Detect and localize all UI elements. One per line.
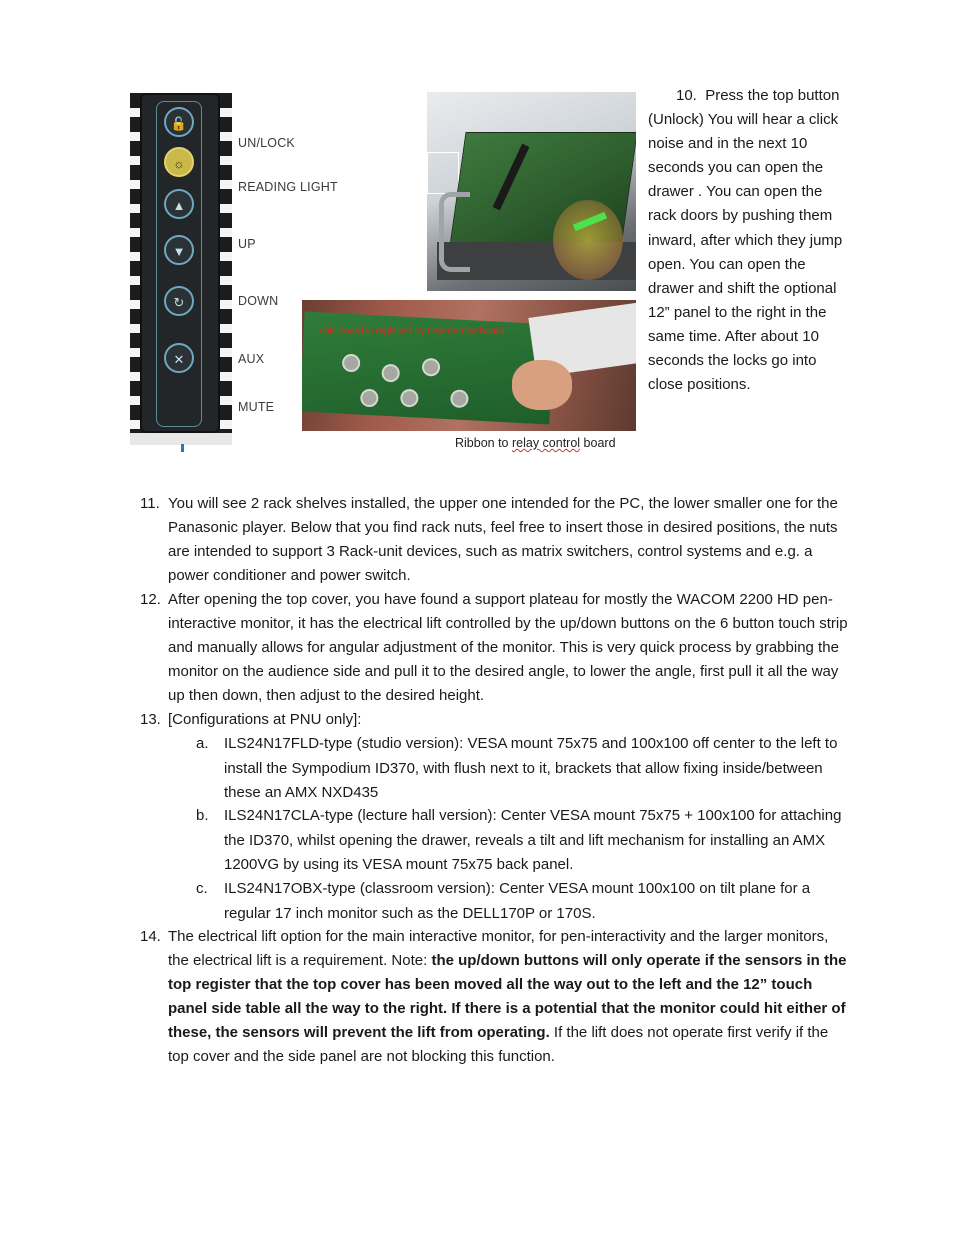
step-text-after: If the lift does not operate first verify if the top cover and the side panel are not blocking this function. [168,1024,829,1065]
label-up: UP [238,237,256,251]
label-unlock: UN/LOCK [238,136,295,150]
label-mute: MUTE [238,400,275,414]
step-number: 11. [140,495,160,512]
step-text: After opening the top cover, you have found a support plateau for mostly the WACOM 2200 HD pen-interactive monitor, it has the electrical lift controlled by the up/down buttons on the 6 button touch strip and manually allows for angular adjustment of the monitor. This is very quick process by grabbing the monitor on the audience side and pull it to the desired angle, to lower the angle, first pull it all the way up then down, then adjust to the desired height. [168,591,848,704]
mute-icon: ✕ [164,343,194,373]
unlock-icon: 🔓 [164,107,194,137]
label-down: DOWN [238,294,279,308]
substep-text: ILS24N17FLD-type (studio version): VESA mount 75x75 and 100x100 off center to the left to install the Sympodium ID370, with flush next to it, brackets that allow fixing inside/between these an AMX NXD435 [224,735,838,801]
caption-suffix: board [580,436,616,450]
board-switch [422,358,441,377]
step-number: 13. [140,711,161,728]
board-replaced-note: This board is replaced by new narrow board [318,326,505,337]
panel-marker [181,444,184,452]
step-text: Press the top button (Unlock) You will hear a click noise and in the next 10 seconds you can open the drawer . You can open the rack doors by pushing them inward, after which they jump open. You can open the drawer and shift the optional 12” panel to the right in the same time. After about 10 seconds the locks go into close positions. [648,87,843,394]
substep-letter: c. [196,880,208,897]
monitor-up-icon: ▲ [164,189,194,219]
board-switch [342,354,361,373]
step-text-bold: the up/down buttons will only operate if the sensors in the top register that the top cover has been moved all the way out to the left and the 12” touch panel side table all the way to the right. If there is a potential that the monitor could hit either of these, the sensors will prevent the lift from operating. [168,952,847,1041]
aux-icon: ↻ [164,286,194,316]
wireframe-edge [427,152,459,194]
step-number: 10. [676,87,697,104]
button-panel-photo [130,93,232,445]
drawer-handle [439,192,470,272]
step-10 [648,84,848,397]
reading-light-icon: ☼ [164,147,194,177]
board-switch [450,389,469,408]
label-reading-light: READING LIGHT [238,180,338,194]
substep-text: ILS24N17OBX-type (classroom version): Center VESA mount 100x100 on tilt plane for a regular 17 inch monitor such as the DELL170P or 170S. [224,880,811,922]
step-text-before: The electrical lift option for the main interactive monitor, for pen-interactivity and the larger monitors, the electrical lift is a requirement. Note: [168,928,829,969]
step-number: 12. [140,591,161,608]
board-switch [400,389,419,408]
substep-text: ILS24N17CLA-type (lecture hall version): Center VESA mount 75x75 + 100x100 for attaching the ID370, whilst opening the drawer, reveals a tilt and lift mechanism for installing an AMX 1200VG by using its VESA mount 75x75 back panel. [224,807,842,873]
step-text [168,925,848,1069]
drawer-render-image [427,92,636,291]
substep-letter: a. [196,735,209,752]
substep-letter: b. [196,807,209,824]
figure-caption [455,436,616,450]
board-switch [381,364,400,383]
circuit-board-photo [302,300,636,431]
step-text: You will see 2 rack shelves installed, the upper one intended for the PC, the lower smaller one for the Panasonic player. Below that you find rack nuts, feel free to insert those in desired positions, the nuts are intended to support 3 Rack-unit devices, such as matrix switchers, control systems and e.g. a power conditioner and power switch. [168,495,838,584]
hand [512,360,572,410]
caption-underlined: relay control [511,436,581,450]
label-aux: AUX [238,352,265,366]
monitor-down-icon: ▼ [164,235,194,265]
step-number: 14. [140,928,161,945]
board-switch [360,389,379,408]
caption-prefix: Ribbon to [455,436,512,450]
step-text: [Configurations at PNU only]: [168,711,362,728]
highlight-circle [553,200,623,280]
